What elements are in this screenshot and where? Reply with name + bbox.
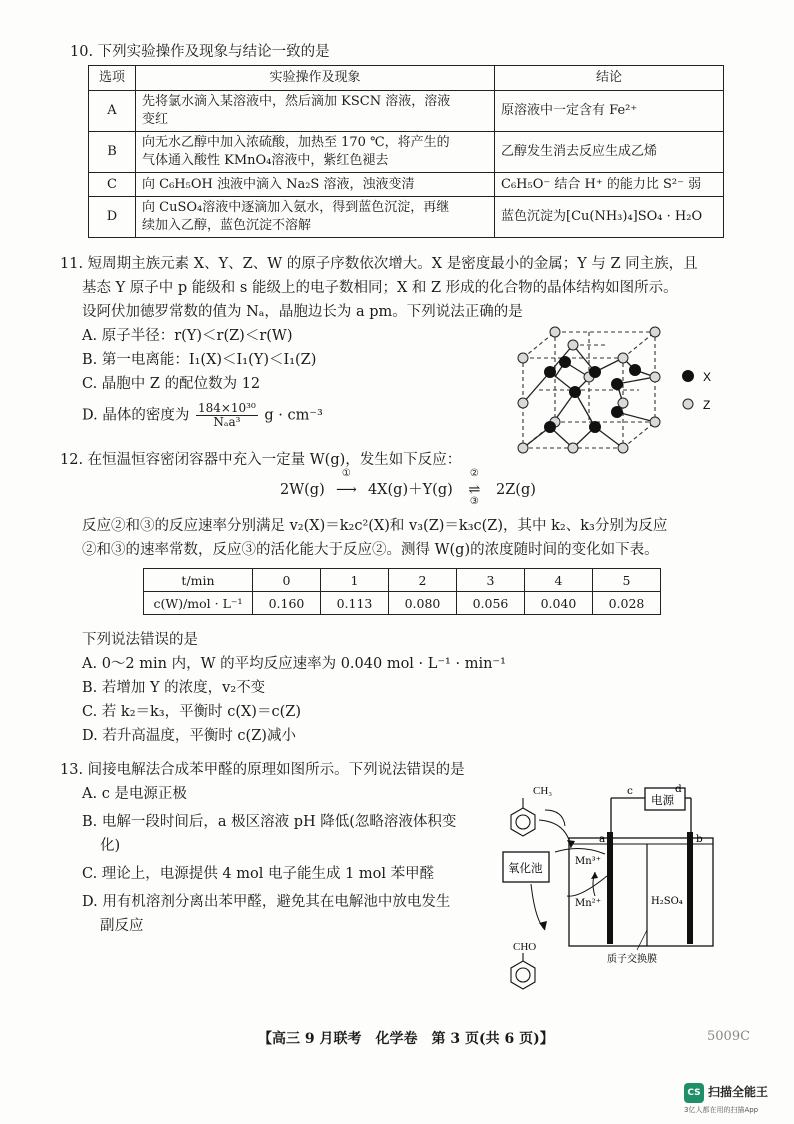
q13-option-d: D. 用有机溶剂分离出苯甲醛，避免其在电解池中放电发生 副反应	[82, 894, 451, 934]
benzaldehyde-ring-icon	[511, 953, 535, 989]
x-atom	[611, 406, 623, 418]
electrode-b-label: b	[696, 833, 703, 845]
q12-options	[82, 628, 506, 748]
legend-x-marker	[682, 370, 694, 382]
legend-z-label: Z	[703, 398, 711, 412]
q11-option-b: B. 第一电离能：I₁(X)＜I₁(Y)＜I₁(Z)	[82, 352, 317, 368]
electrode-b	[687, 832, 693, 944]
z-atom	[568, 443, 578, 453]
toluene-ring-icon	[511, 798, 535, 836]
z-atom	[518, 353, 528, 363]
cho-label: CHO	[513, 941, 537, 953]
q12-stem: 12. 在恒温恒容密闭容器中充入一定量 W(g)，发生如下反应：	[60, 452, 462, 468]
z-atom	[518, 398, 528, 408]
q12-desc: 反应②和③的反应速率分别满足 v₂(X)＝k₂c²(X)和 v₃(Z)＝k₃c(Z)，其中 k₂、k₃分别为反应 ②和③的速率常数，反应③的活化能大于反应②。测得 W(g)的浓度随时间的变化如下表。	[82, 518, 668, 558]
q13-option-c: C. 理论上，电源提供 4 mol 电子能生成 1 mol 苯甲醛	[82, 866, 435, 882]
electrode-a-label: a	[599, 833, 606, 845]
x-atom	[611, 378, 623, 390]
exam-code: 5009C	[707, 1029, 751, 1044]
mn2-label: Mn²⁺	[575, 898, 601, 909]
x-atom	[544, 366, 556, 378]
ch3-label: CH₃	[533, 785, 553, 797]
legend-x-label: X	[703, 370, 712, 384]
q11-stem-line1: 11. 短周期主族元素 X、Y、Z、W 的原子序数依次增大。X 是密度最小的金属；Y 与 Z 同主族，且	[60, 256, 698, 272]
q12-option-c: C. 若 k₂＝k₃，平衡时 c(X)＝c(Z)	[82, 704, 301, 720]
table-row: D 向 CuSO₄溶液中逐滴加入氨水，得到蓝色沉淀，再继 续加入乙醇，蓝色沉淀不溶解 蓝色沉淀为[Cu(NH₃)₄]SO₄ · H₂O	[89, 197, 724, 238]
q13-stem: 13. 间接电解法合成苯甲醛的原理如图所示。下列说法错误的是	[60, 762, 465, 778]
electrode-a	[607, 832, 613, 944]
membrane-label: 质子交换膜	[607, 954, 657, 965]
z-atom	[650, 417, 660, 427]
page-footer: 【高三 9 月联考 化学卷 第 3 页(共 6 页)】	[258, 1031, 554, 1047]
q12-table	[143, 568, 661, 615]
scanner-logo-icon: CS	[684, 1083, 704, 1103]
q13-option-b: B. 电解一段时间后，a 极区溶液 pH 降低(忽略溶液体积变 化)	[82, 814, 457, 854]
q13-option-a: A. c 是电源正极	[82, 786, 187, 802]
q10-header-conclusion: 结论	[495, 66, 724, 91]
arrow-2: ② ⇌ ③	[468, 468, 481, 507]
z-atom	[518, 443, 528, 453]
q11-option-a: A. 原子半径：r(Y)＜r(Z)＜r(W)	[82, 328, 293, 344]
z-atom	[618, 398, 628, 408]
z-atom	[650, 372, 660, 382]
power-label: 电源	[651, 793, 674, 807]
terminal-c-label: c	[627, 785, 633, 797]
q11-stem-line3: 设阿伏加德罗常数的值为 Nₐ，晶胞边长为 a pm。下列说法正确的是	[82, 304, 523, 320]
x-atom	[589, 366, 601, 378]
z-atom	[618, 443, 628, 453]
q12-option-a: A. 0～2 min 内，W 的平均反应速率为 0.040 mol · L⁻¹ · min⁻¹	[82, 656, 506, 672]
q12-option-b: B. 若增加 Y 的浓度，v₂不变	[82, 680, 266, 696]
q12-equation: 2W(g) ① ⟶ 4X(g)＋Y(g) ② ⇌ ③ 2Z(g)	[280, 468, 536, 507]
z-atom	[650, 327, 660, 337]
scanner-watermark	[684, 1081, 788, 1115]
z-atom	[568, 340, 578, 350]
scanner-app-name: 扫描全能王	[708, 1085, 769, 1099]
x-atom	[544, 421, 556, 433]
z-atom	[550, 327, 560, 337]
scanner-tagline: 3亿人都在用的扫描App	[684, 1106, 759, 1114]
x-atom	[589, 421, 601, 433]
mn3-label: Mn³⁺	[575, 856, 601, 867]
legend-z-marker	[683, 399, 693, 409]
oxidation-pool-label: 氧化池	[508, 861, 543, 875]
x-atom	[569, 386, 581, 398]
q12-option-d: D. 若升高温度，平衡时 c(Z)减小	[82, 728, 296, 744]
arrow-1: ① ⟶	[335, 468, 357, 498]
terminal-d-label: d	[675, 783, 682, 795]
q10-table	[88, 65, 724, 238]
x-atom	[559, 356, 571, 368]
q10-table-header	[89, 66, 724, 91]
table-row: A 先将氯水滴入某溶液中，然后滴加 KSCN 溶液，溶液 变红 原溶液中一定含有 Fe²⁺	[89, 91, 724, 132]
q11-option-d: D. 晶体的密度为 $\frac{\text{184×10³⁰}}{\text{Nₐa³}}$ g · cm⁻³	[82, 401, 323, 429]
q10-header-operation: 实验操作及现象	[136, 66, 495, 91]
q11-option-c: C. 晶胞中 Z 的配位数为 12	[82, 376, 261, 392]
q10-stem: 10. 下列实验操作及现象与结论一致的是	[70, 44, 330, 60]
table-row: C 向 C₆H₅OH 浊液中滴入 Na₂S 溶液，浊液变清 C₆H₅O⁻ 结合 H⁺ 的能力比 S²⁻ 弱	[89, 173, 724, 197]
table-row: c(W)/mol · L⁻¹ 0.160 0.113 0.080 0.056 0.040 0.028	[144, 592, 661, 615]
h2so4-label: H₂SO₄	[651, 896, 683, 907]
table-row: t/min 0 1 2 3 4 5	[144, 569, 661, 592]
table-row: B 向无水乙醇中加入浓硫酸，加热至 170 ℃，将产生的 气体通入酸性 KMnO₄溶液中，紫红色褪去 乙醇发生消去反应生成乙烯	[89, 132, 724, 173]
q11-stem-line2: 基态 Y 原子中 p 能级和 s 能级上的电子数相同；X 和 Z 形成的化合物的晶体结构如图所示。	[82, 280, 678, 296]
q10-header-option: 选项	[89, 66, 136, 91]
z-atom	[618, 353, 628, 363]
x-atom	[629, 364, 641, 376]
density-fraction: $\frac{\text{184×10³⁰}}{\text{Nₐa³}}$	[197, 401, 256, 429]
q13	[60, 758, 465, 938]
crystal-cell-diagram	[505, 322, 720, 467]
q12-ask: 下列说法错误的是	[82, 632, 198, 648]
electrolysis-diagram	[495, 780, 725, 1015]
